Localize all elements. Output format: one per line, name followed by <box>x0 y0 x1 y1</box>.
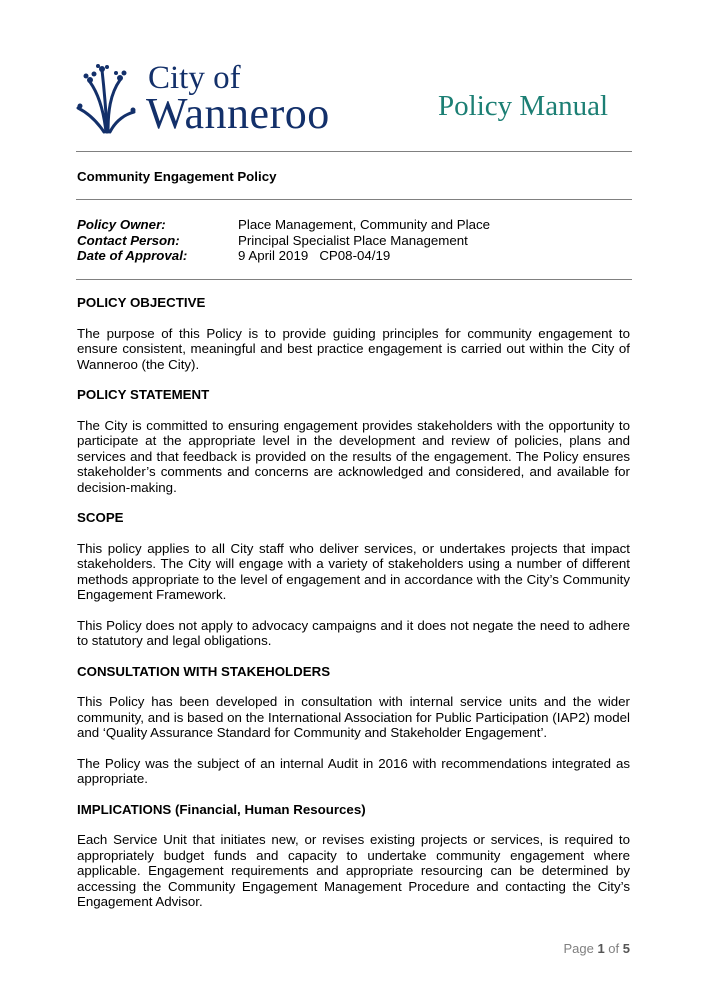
objective-paragraph: The purpose of this Policy is to provide guiding principles for community engagement to ensure consistent, meaningful and best practice engagement is carried out within the City of Wanneroo (the City). <box>77 325 630 372</box>
consultation-paragraph: This Policy has been developed in consultation with internal service units and the wider community, and is based on the International Association for Public Participation (IAP2) model and ‘Quality Assurance Standard for Community and Stakeholder Engagement’. <box>77 694 630 740</box>
meta-value: Principal Specialist Place Management <box>238 232 468 248</box>
divider <box>76 279 632 280</box>
section-heading-scope: SCOPE <box>77 510 124 525</box>
current-page: 1 <box>597 941 605 956</box>
section-heading-objective: POLICY OBJECTIVE <box>77 295 206 310</box>
divider <box>76 199 632 200</box>
city-logo <box>76 60 330 138</box>
meta-row-approval-date <box>77 248 490 264</box>
meta-row-owner <box>77 217 490 233</box>
meta-row-contact <box>77 233 490 249</box>
meta-value: Place Management, Community and Place <box>238 217 491 232</box>
meta-label: Contact Person: <box>77 232 180 248</box>
wanneroo-emblem-icon <box>76 64 138 134</box>
scope-paragraph: This policy applies to all City staff who deliver services, or undertakes projects that impact stakeholders. The City will engage with a variety of stakeholders using a number of different methods appropriate to the level of engagement and in accordance with the City’s Community Engagement Framework. <box>77 540 630 602</box>
meta-label: Date of Approval: <box>77 248 188 263</box>
page-number <box>563 941 630 956</box>
total-pages: 5 <box>622 941 630 956</box>
scope-paragraph: This Policy does not apply to advocacy campaigns and it does not negate the need to adhere to statutory and legal obligations. <box>77 617 630 648</box>
section-heading-consultation: CONSULTATION WITH STAKEHOLDERS <box>77 663 331 679</box>
section-heading-statement: POLICY STATEMENT <box>77 387 210 402</box>
statement-paragraph: The City is committed to ensuring engagement provides stakeholders with the opportunity to participate at the appropriate level in the development and review of policies, plans and services and that feedback is provided on the results of the engagement. The Policy ensures stakeholder’s comments and concerns are acknowledged and considered, and available for decision-making. <box>77 417 630 495</box>
consultation-paragraph: The Policy was the subject of an internal Audit in 2016 with recommendations integrated as appropriate. <box>77 755 630 786</box>
section-heading-implications: IMPLICATIONS (Financial, Human Resources) <box>77 801 366 817</box>
document-title: Community Engagement Policy <box>77 169 277 184</box>
logo-text-wanneroo: Wanneroo <box>146 89 330 138</box>
meta-label: Policy Owner: <box>77 217 166 232</box>
implications-paragraph: Each Service Unit that initiates new, or revises existing projects or services, is required to appropriately budget funds and capacity to undertake community engagement where applicable. Engagement requirements and appropriate resourcing can be determined by accessing the Community Engagement Management Procedure and contacting the City’s Engagement Advisor. <box>77 832 630 909</box>
policy-manual-title: Policy Manual <box>438 90 608 122</box>
of-word: of <box>608 941 620 956</box>
page-word: Page <box>563 941 594 956</box>
divider <box>76 151 632 152</box>
policy-metadata <box>77 217 490 264</box>
policy-body <box>77 295 630 925</box>
logo-text-city-of: City of <box>148 60 241 96</box>
meta-value: 9 April 2019 CP08-04/19 <box>238 248 391 263</box>
